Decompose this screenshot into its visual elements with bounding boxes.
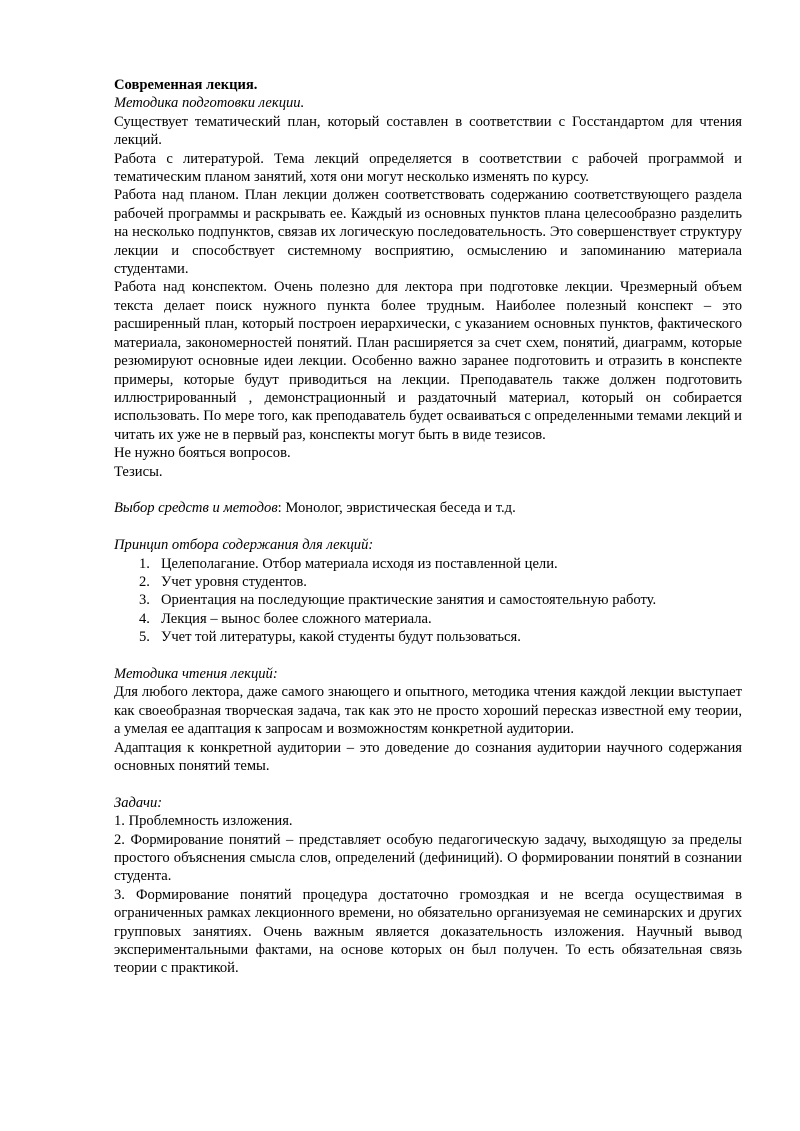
reading-heading: Методика чтения лекций: xyxy=(114,665,278,682)
spacer xyxy=(114,481,742,499)
list-item-text: Целеполагание. Отбор материала исходя из поставленной цели. xyxy=(161,555,558,572)
means-label: Выбор средств и методов xyxy=(114,500,278,517)
literature-paragraph: Работа с литературой. Тема лекций определяется в соответствии с рабочей программой и тематическим планом занятий, хотя они могут несколько изменять по курсу. xyxy=(114,150,742,186)
synopsis-paragraph: Работа над конспектом. Очень полезно для лектора при подготовке лекции. Чрезмерный объем текста делает поиск нужного пункта более трудным. Наиболее полезный конспект – это расширенный план, который построен иерархически, с указанием основных пунктов, фактического материала, закономерностей понятий. План расширяется за счет схем, понятий, диаграмм, которые резюмируют основные идеи лекции. Особенно важно заранее подготовить и отразить в конспекте примеры, которые будут приводиться на лекции. Преподаватель также должен подготовить иллюстрированный , демонстрационный и раздаточный материал, который он собирается использовать. По мере того, как преподаватель будет осваиваться с определенными темами лекций и читать их уже не в первый раз, конспекты могут быть в виде тезисов. xyxy=(114,279,742,443)
section-subtitle: Методика подготовки лекции. xyxy=(114,95,305,112)
task-1: 1. Проблемность изложения. xyxy=(114,813,293,830)
list-number: 4. xyxy=(139,610,150,627)
spacer xyxy=(114,518,742,536)
intro-paragraph: Существует тематический план, который составлен в соответствии с Госстандартом для чтения лекций. xyxy=(114,113,742,149)
theses-line: Тезисы. xyxy=(114,463,163,480)
reading-paragraph-2: Адаптация к конкретной аудитории – это доведение до сознания аудитории научного содержания основных понятий темы. xyxy=(114,739,742,774)
means-text: : Монолог, эвристическая беседа и т.д. xyxy=(277,500,516,517)
list-number: 1. xyxy=(139,555,150,572)
questions-line: Не нужно бояться вопросов. xyxy=(114,445,291,462)
list-item xyxy=(114,628,742,646)
list-number: 3. xyxy=(139,592,150,609)
list-item-text: Учет уровня студентов. xyxy=(161,573,307,590)
reading-paragraph-1: Для любого лектора, даже самого знающего и опытного, методика чтения каждой лекции выступает как своеобразная творческая задача, так как это не просто хороший пересказ известной ему теории, а умелая ее адаптация к запросам и возможностям конкретной аудитории. xyxy=(114,684,742,738)
tasks-heading: Задачи: xyxy=(114,794,163,811)
document-title: Современная лекция. xyxy=(114,77,258,93)
spacer xyxy=(114,647,742,665)
task-3: 3. Формирование понятий процедура достаточно громоздкая и не всегда осуществимая в ограниченных рамках лекционного времени, но обязательно организуемая не семинарских и других групповых занятиях. Очень важным является доказательность изложения. Научный вывод экспериментальными фактами, на основе которых он был получен. То есть обязательная связь теории с практикой. xyxy=(114,886,742,977)
list-number: 5. xyxy=(139,629,150,646)
list-item-text: Ориентация на последующие практические занятия и самостоятельную работу. xyxy=(161,592,657,609)
list-item xyxy=(114,591,742,609)
plan-paragraph: Работа над планом. План лекции должен соответствовать содержанию соответствующего раздела рабочей программы и раскрывать ее. Каждый из основных пунктов плана целесообразно разделить на несколько подпунктов, связав их логическую последовательность. Это совершенствует структуру лекции и способствует системному восприятию, осмыслению и запоминанию материала студентами. xyxy=(114,187,742,278)
list-item xyxy=(114,610,742,628)
task-2: 2. Формирование понятий – представляет особую педагогическую задачу, выходящую за пределы простого объяснения смысла слов, определений (дефиниций). О формировании понятий в сознании студента. xyxy=(114,831,742,885)
spacer xyxy=(114,775,742,793)
list-item-text: Лекция – вынос более сложного материала. xyxy=(161,610,432,627)
list-number: 2. xyxy=(139,573,150,590)
list-item xyxy=(114,555,742,573)
principle-list xyxy=(114,555,742,647)
list-item xyxy=(114,573,742,591)
principle-heading: Принцип отбора содержания для лекций: xyxy=(114,537,374,554)
means-line xyxy=(114,499,742,517)
document-page xyxy=(114,76,742,978)
list-item-text: Учет той литературы, какой студенты будут пользоваться. xyxy=(161,629,521,646)
